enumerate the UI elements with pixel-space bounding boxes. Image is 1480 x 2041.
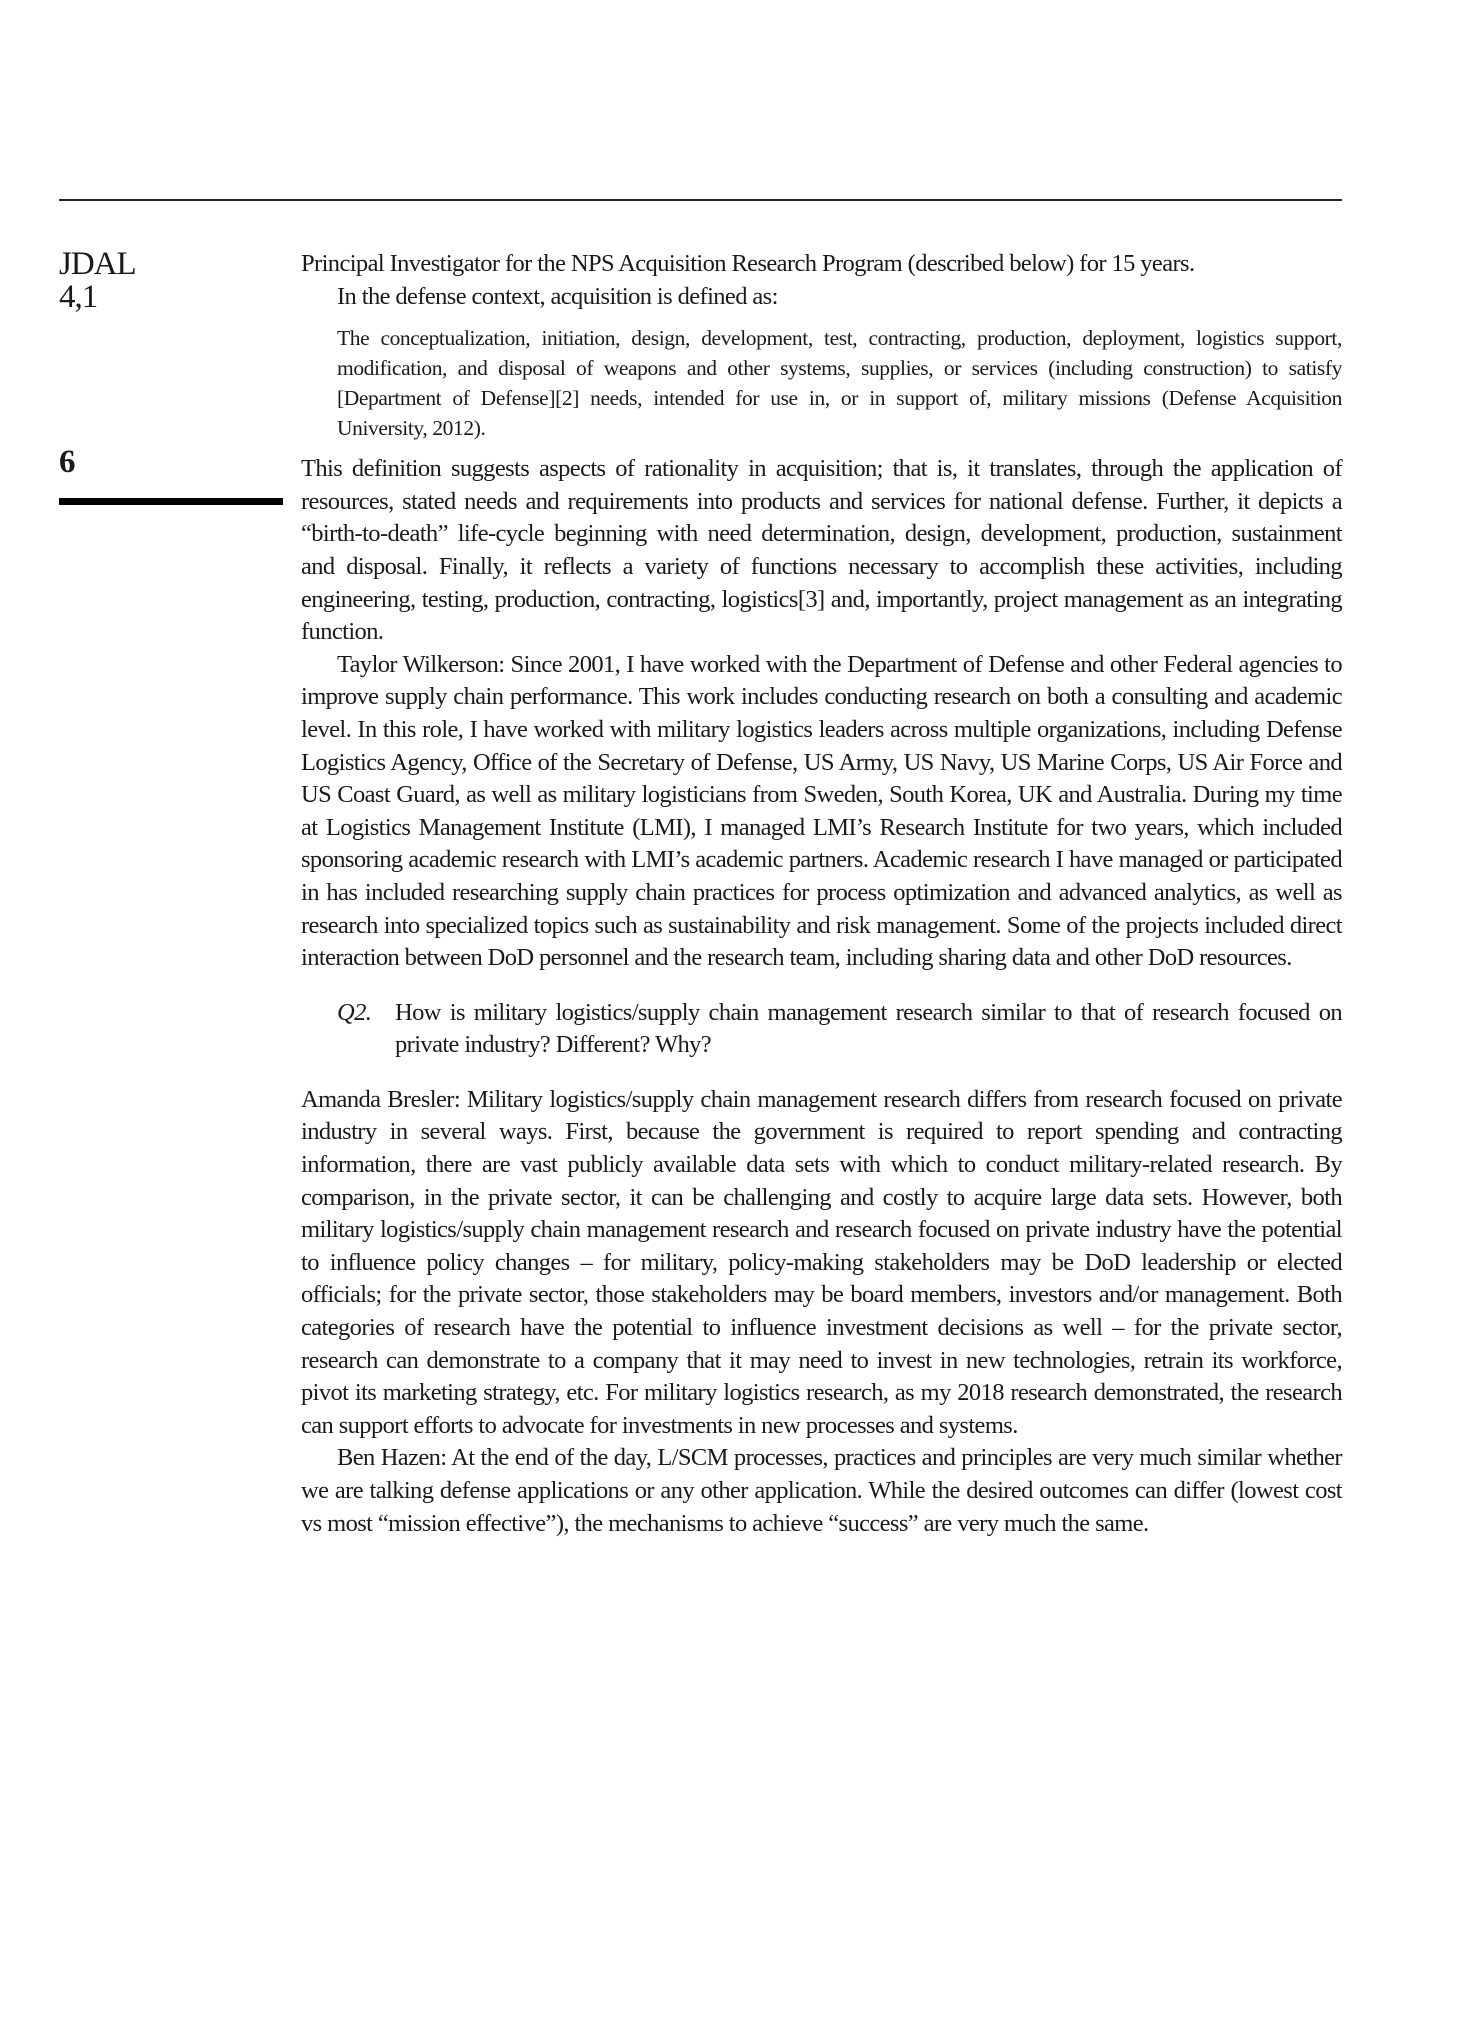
paragraph: Taylor Wilkerson: Since 2001, I have worked with the Department of Defense and other Federal agencies to improve supply chain performance. This work includes conducting research on both a consulting and academic level. In this role, I have worked with military logistics leaders across multiple organizations, including Defense Logistics Agency, Office of the Secretary of Defense, US Army, US Navy, US Marine Corps, US Air Force and US Coast Guard, as well as military logisticians from Sweden, South Korea, UK and Australia. During my time at Logistics Management Institute (LMI), I managed LMI’s Research Institute for two years, which included sponsoring academic research with LMI’s academic partners. Academic research I have managed or participated in has included researching supply chain practices for process optimization and advanced analytics, as well as research into specialized topics such as sustainability and risk management. Some of the projects included direct interaction between DoD personnel and the research team, including sharing data and other DoD resources. — [301, 650, 1342, 972]
paragraph: Principal Investigator for the NPS Acquisition Research Program (described below) for 15 years. — [301, 250, 1195, 277]
question — [337, 997, 1342, 1062]
question-text: How is military logistics/supply chain management research similar to that of research focused on private industry? Different? Why? — [395, 998, 1342, 1059]
volume-issue: 4,1 — [59, 279, 98, 315]
paragraph: In the defense context, acquisition is defined as: — [337, 282, 778, 310]
question-label: Q2. — [337, 998, 372, 1026]
paragraph: Ben Hazen: At the end of the day, L/SCM processes, practices and principles are very much similar whether we are talking defense applications or any other application. While the desired outcomes can differ (lowest cost vs most “mission effective”), the mechanisms to achieve “success” are very much the same. — [301, 1444, 1342, 1537]
journal-name: JDAL — [59, 246, 136, 282]
block-quote: The conceptualization, initiation, design, development, test, contracting, production, deployment, logistics support, modification, and disposal of weapons and other systems, supplies, or services (including construction) to satisfy [Department of Defense][2] needs, intended for use in, or in support of, military missions (Defense Acquisition University, 2012). — [337, 326, 1342, 441]
page-number: 6 — [59, 444, 76, 480]
header-rule — [59, 199, 1342, 201]
paragraph: Amanda Bresler: Military logistics/supply chain management research differs from research focused on private industry in several ways. First, because the government is required to report spending and contracting information, there are vast publicly available data sets with which to conduct military-related research. By comparison, in the private sector, it can be challenging and costly to acquire large data sets. However, both military logistics/supply chain management research and research focused on private industry have the potential to influence policy changes – for military, policy-making stakeholders may be DoD leadership or elected officials; for the private sector, those stakeholders may be board members, investors and/or management. Both categories of research have the potential to influence investment decisions as well – for the private sector, research can demonstrate to a company that it may need to invest in new technologies, retrain its workforce, pivot its marketing strategy, etc. For military logistics research, as my 2018 research demonstrated, the research can support efforts to advocate for investments in new processes and systems. — [301, 1085, 1342, 1439]
margin-rule — [59, 498, 283, 505]
journal-info — [59, 248, 136, 314]
body-text — [301, 248, 1342, 1540]
paragraph: This definition suggests aspects of rationality in acquisition; that is, it translates, through the application of resources, stated needs and requirements into products and services for national defense. Further, it depicts a “birth-to-death” life-cycle beginning with need determination, design, development, production, sustainment and disposal. Finally, it reflects a variety of functions necessary to accomplish these activities, including engineering, testing, production, contracting, logistics[3] and, importantly, project management as an integrating function. — [301, 455, 1342, 646]
